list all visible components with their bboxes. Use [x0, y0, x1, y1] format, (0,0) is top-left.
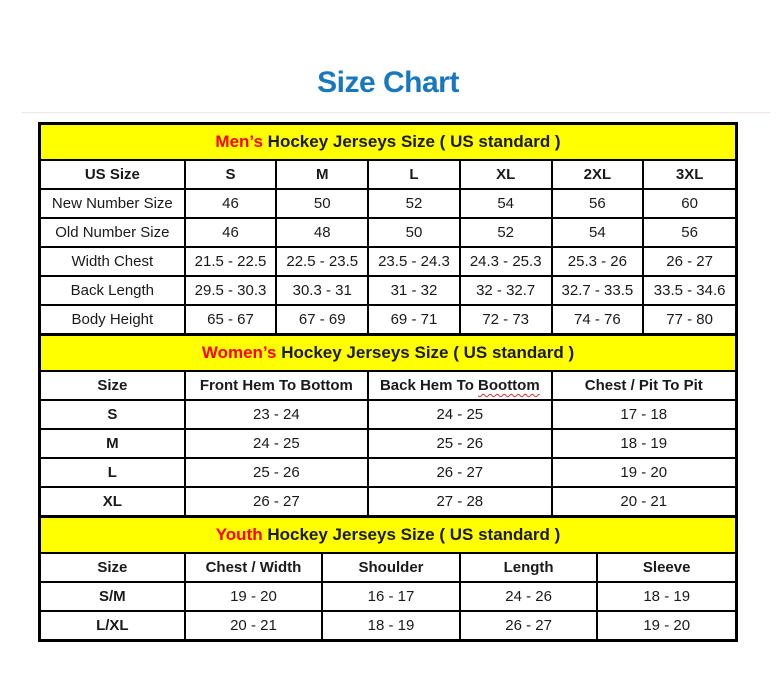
table-header-row: [41, 372, 735, 400]
page-title: Size Chart: [317, 66, 459, 99]
cell-value: 19 - 20: [597, 611, 735, 639]
column-header: S: [185, 161, 277, 189]
section-header-youth-highlight: Youth: [215, 525, 263, 544]
table-row: [41, 189, 735, 218]
column-header: US Size: [41, 161, 185, 189]
womens-size-table: [41, 372, 735, 515]
column-header: L: [368, 161, 460, 189]
cell-value: 26 - 27: [643, 247, 735, 276]
column-header: Size: [41, 372, 185, 400]
cell-value: 19 - 20: [552, 458, 735, 487]
cell-value: 26 - 27: [368, 458, 551, 487]
table-row: [41, 247, 735, 276]
column-header: Front Hem To Bottom: [185, 372, 368, 400]
cell-value: 20 - 21: [552, 487, 735, 515]
cell-value: 56: [643, 218, 735, 247]
column-header: Sleeve: [597, 554, 735, 582]
table-row: [41, 305, 735, 333]
cell-value: 46: [185, 218, 277, 247]
column-header: 3XL: [643, 161, 735, 189]
column-header: [368, 372, 551, 400]
row-label: S: [41, 400, 185, 429]
cell-value: 24 - 25: [368, 400, 551, 429]
row-label: M: [41, 429, 185, 458]
table-row: [41, 400, 735, 429]
cell-value: 74 - 76: [552, 305, 644, 333]
cell-value: 16 - 17: [322, 582, 460, 611]
cell-value: 46: [185, 189, 277, 218]
column-header: 2XL: [552, 161, 644, 189]
section-header-youth-rest: Hockey Jerseys Size ( US standard ): [262, 525, 561, 544]
cell-value: 23 - 24: [185, 400, 368, 429]
row-label: New Number Size: [41, 189, 185, 218]
row-label: Body Height: [41, 305, 185, 333]
cell-value: 54: [460, 189, 552, 218]
cell-value: 48: [276, 218, 368, 247]
cell-value: 50: [368, 218, 460, 247]
cell-value: 20 - 21: [185, 611, 323, 639]
section-header-womens: [41, 333, 735, 372]
cell-value: 27 - 28: [368, 487, 551, 515]
table-row: [41, 582, 735, 611]
table-row: [41, 487, 735, 515]
table-header-row: [41, 161, 735, 189]
column-header: XL: [460, 161, 552, 189]
row-label: L/XL: [41, 611, 185, 639]
cell-value: 24 - 25: [185, 429, 368, 458]
cell-value: 26 - 27: [460, 611, 598, 639]
section-header-mens-rest: Hockey Jerseys Size ( US standard ): [262, 132, 561, 151]
row-label: S/M: [41, 582, 185, 611]
column-header-text: Back Hem To: [379, 377, 479, 394]
cell-value: 31 - 32: [368, 276, 460, 305]
cell-value: 60: [643, 189, 735, 218]
cell-value: 69 - 71: [368, 305, 460, 333]
cell-value: 24.3 - 25.3: [460, 247, 552, 276]
cell-value: 24 - 26: [460, 582, 598, 611]
column-header: Size: [41, 554, 185, 582]
table-row: [41, 458, 735, 487]
divider-line: [22, 112, 770, 113]
youth-size-table: [41, 554, 735, 639]
column-header: Shoulder: [322, 554, 460, 582]
cell-value: 30.3 - 31: [276, 276, 368, 305]
cell-value: 19 - 20: [185, 582, 323, 611]
mens-size-table: [41, 161, 735, 333]
column-header: M: [276, 161, 368, 189]
cell-value: 17 - 18: [552, 400, 735, 429]
cell-value: 56: [552, 189, 644, 218]
table-row: [41, 276, 735, 305]
cell-value: 50: [276, 189, 368, 218]
cell-value: 67 - 69: [276, 305, 368, 333]
row-label: Back Length: [41, 276, 185, 305]
cell-value: 65 - 67: [185, 305, 277, 333]
cell-value: 33.5 - 34.6: [643, 276, 735, 305]
section-header-mens-highlight: Men’s: [215, 132, 263, 151]
cell-value: 54: [552, 218, 644, 247]
cell-value: 26 - 27: [185, 487, 368, 515]
row-label: XL: [41, 487, 185, 515]
row-label: Old Number Size: [41, 218, 185, 247]
section-header-mens: [41, 125, 735, 161]
size-chart: [38, 122, 738, 642]
cell-value: 32.7 - 33.5: [552, 276, 644, 305]
table-header-row: [41, 554, 735, 582]
section-header-youth: [41, 515, 735, 554]
cell-value: 52: [460, 218, 552, 247]
cell-value: 23.5 - 24.3: [368, 247, 460, 276]
table-row: [41, 611, 735, 639]
cell-value: 25.3 - 26: [552, 247, 644, 276]
section-header-womens-highlight: Women’s: [201, 343, 277, 362]
row-label: Width Chest: [41, 247, 185, 276]
column-header: Length: [460, 554, 598, 582]
cell-value: 72 - 73: [460, 305, 552, 333]
cell-value: 18 - 19: [322, 611, 460, 639]
cell-value: 32 - 32.7: [460, 276, 552, 305]
cell-value: 22.5 - 23.5: [276, 247, 368, 276]
cell-value: 18 - 19: [597, 582, 735, 611]
cell-value: 25 - 26: [368, 429, 551, 458]
cell-value: 25 - 26: [185, 458, 368, 487]
column-header: Chest / Width: [185, 554, 323, 582]
cell-value: 29.5 - 30.3: [185, 276, 277, 305]
cell-value: 18 - 19: [552, 429, 735, 458]
column-header: Chest / Pit To Pit: [552, 372, 735, 400]
section-header-womens-rest: Hockey Jerseys Size ( US standard ): [276, 343, 575, 362]
cell-value: 21.5 - 22.5: [185, 247, 277, 276]
cell-value: 77 - 80: [643, 305, 735, 333]
misspelled-word: Boottom: [478, 377, 540, 394]
cell-value: 52: [368, 189, 460, 218]
row-label: L: [41, 458, 185, 487]
table-row: [41, 429, 735, 458]
table-row: [41, 218, 735, 247]
